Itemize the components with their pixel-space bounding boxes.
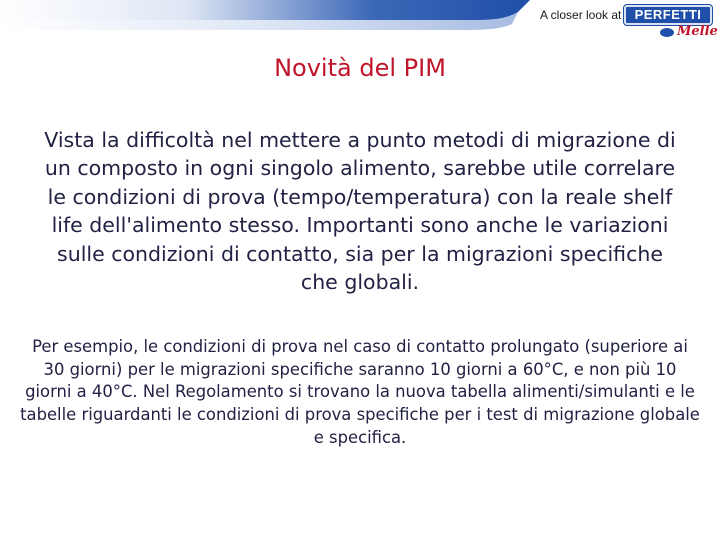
brand-name: PERFETTI bbox=[634, 7, 702, 22]
brand-logo bbox=[624, 2, 716, 44]
sub-brand-mark bbox=[660, 24, 718, 42]
body-paragraph: Vista la difficoltà nel mettere a punto metodi di migrazione di un composto in ogni singolo alimento, sarebbe utile correlare le condizioni di prova (tempo/temperatura) con la reale shelf life dell'alimento stesso. Importanti sono anche le variazioni sulle condizioni di contatto, sia per la migrazioni specifiche che globali. bbox=[44, 128, 676, 295]
slide-title: Novità del PIM bbox=[274, 54, 446, 82]
brand-box bbox=[624, 5, 712, 25]
header-tagline: A closer look at bbox=[540, 8, 622, 22]
sub-brand-oval-icon bbox=[660, 28, 674, 37]
sub-brand-name: Melle bbox=[677, 24, 718, 39]
example-paragraph: Per esempio, le condizioni di prova nel caso di contatto prolungato (superiore ai 30 giorni) per le migrazioni specifiche saranno 10 giorni a 60°C, e non più 10 giorni a 40°C. Nel Regolamento si trovano la nuova tabella alimenti/simulanti e le tabelle riguardanti le condizioni di prova specifiche per i test di migrazione globale e specifica. bbox=[20, 337, 700, 447]
